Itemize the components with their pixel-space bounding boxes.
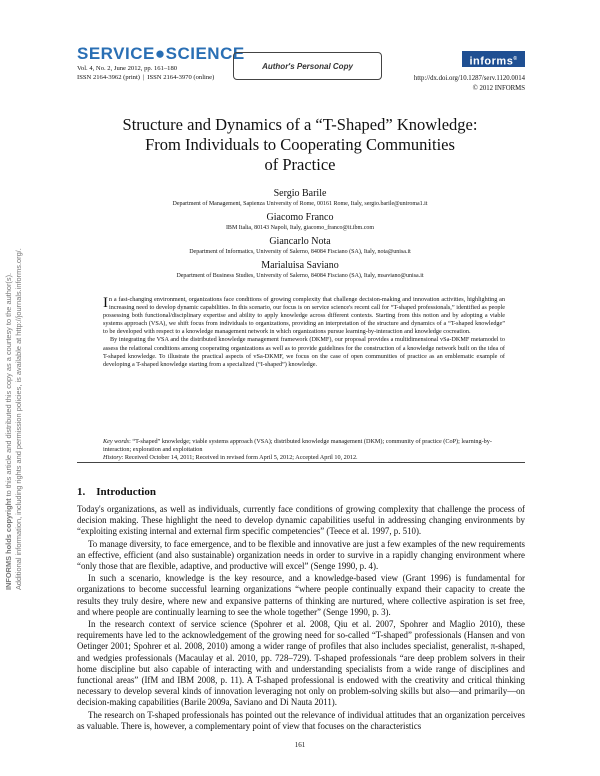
copyright-notice-line1: INFORMS holds copyright to this article and distributed this copy as a courtesy to the author(s).: [4, 272, 13, 590]
abstract-paragraph: In a fast-changing environment, organizations face conditions of growing complexity that challenge decision-making and innovation activities, highlighting an increasing need to develop dynamic capabilities. In this scenario, our focus is on service science's recent call for “T-shaped professionals,” identified as people possessing both functional/disciplinary expertise and ability to apply knowledge across different contexts. Starting from this notion and by adopting a viable systems approach (VSA), we shift focus from individuals to organizations, providing an interpretation of the structure and dynamics of a “T-shaped knowledge” to be developed with respect to a knowledge management network in which organizations pursue learning-by-interaction and knowledge cocreation.: [103, 295, 505, 336]
author-name: Sergio Barile: [273, 188, 327, 199]
abstract-paragraph: By integrating the VSA and the distributed knowledge management framework (DKMF), our proposal provides a multidimensional vSa-DKMF metamodel to assess the relational conditions among cooperating organizations as well as to provide guidelines for the construction of a knowledge network built on the idea of T-shaped knowledge. To illustrate the practical aspects of vSa-DKMF, we focus on the case of open communities of practice as an emblematic example of developing a T-shaped knowledge starting from a specialized (“I-shaped”) knowledge.: [103, 336, 505, 368]
author-name: Giancarlo Nota: [269, 236, 331, 247]
keywords-history: [103, 438, 505, 462]
keywords: Key words: “T-shaped” knowledge; viable systems approach (VSA); distributed knowledge management (DKM); community of practice (CoP); learning-by-interaction; exploration and exploitation: [103, 438, 492, 454]
author-block: [60, 188, 540, 209]
article-title: Structure and Dynamics of a “T-Shaped” Knowledge: From Individuals to Cooperating Communities of Practice: [122, 115, 478, 174]
doi-block: [390, 74, 525, 93]
author-name: Marialuisa Saviano: [261, 260, 339, 271]
volume-info: [77, 64, 214, 82]
copyright-line: © 2012 INFORMS: [472, 84, 525, 92]
author-affiliation: Department of Management, Sapienza University of Rome, 00161 Rome, Italy, sergio.barile@uniroma1.it: [172, 201, 428, 207]
author-list: [60, 185, 540, 281]
history: History: Received October 14, 2011; Received in revised form April 5, 2012; Accepted April 10, 2012.: [103, 454, 358, 462]
journal-logo: SERVICE●SCIENCE: [77, 44, 245, 63]
page-number: 161: [294, 741, 306, 749]
author-affiliation: Department of Business Studies, University of Salerno, 84084 Fisciano (SA), Italy, msaviano@unisa.it: [176, 273, 424, 279]
body-text: [77, 504, 525, 733]
author-block: [60, 236, 540, 257]
author-name: Giacomo Franco: [266, 212, 334, 223]
author-block: [60, 260, 540, 281]
section-heading: 1. Introduction: [77, 486, 156, 498]
author-block: [60, 212, 540, 233]
authors-personal-copy-stamp: Author's Personal Copy: [233, 52, 382, 80]
abstract: [103, 296, 505, 369]
author-affiliation: Department of Informatics, University of Salerno, 84084 Fisciano (SA), Italy, nota@unisa.it: [189, 249, 411, 255]
volume-line: Vol. 4, No. 2, June 2012, pp. 161–180: [77, 65, 178, 72]
body-paragraph: In such a scenario, knowledge is the key resource, and a knowledge-based view (Grant 1996) is fundamental for organizations to become successful learning organizations “where people continually expand their capacity to create the results they truly desire, where new and expansive patterns of thinking are nurtured, where collective aspiration is set free, and where people are continually learning to see the whole together” (Senge 1990, p. 3).: [77, 573, 525, 617]
issn-line: ISSN 2164-3962 (print) | ISSN 2164-3970 (online): [77, 74, 215, 82]
body-paragraph: In the research context of service science (Spohrer et al. 2008, Qiu et al. 2007, Spohrer and Maglio 2010), these requirements have led to the acknowledgement of the growing need for so-called “T-shaped” professionals (Hansen and von Oetinger 2001; Spohrer et al. 2008, 2010) among a wider range of profiles that also includes specialist, generalist, π-shaped, and wedgies professionals (Macaulay et al. 2010, pp. 728–729). T-shaped professionals “are deep problem solvers in their home discipline but also capable of interacting with and understanding specialists from a wide range of disciplines and functional areas” (IfM and IBM 2008, p. 11). A T-shaped professional is endowed with the creativity and critical thinking necessary to develop several kinds of innovation leveraging not only on problem-solving skills but also—and primarily—on decision-making capabilities (Barile 2009a, Saviano and Di Nauta 2011).: [77, 619, 525, 708]
body-paragraph: The research on T-shaped professionals has pointed out the relevance of individual attitudes that an organization perceives as valuable. There is, however, a complementary point of view that focuses on the characteristics: [77, 709, 525, 731]
author-affiliation: IBM Italia, 80143 Napoli, Italy, giacomo_franco@it.ibm.com: [225, 225, 375, 231]
body-paragraph: To manage diversity, to face emergence, and to be flexible and innovative are just a few examples of the new requirements an effective, efficient (and also sustainable) organization needs in order to survive in a rapidly changing environment where “only those that are flexible, adaptive, and productive will excel” (Senge 1990, p. 4).: [77, 538, 525, 572]
drop-cap: I: [103, 295, 108, 311]
informs-logo: informs®: [462, 51, 525, 67]
copyright-notice-band: [4, 150, 38, 590]
body-paragraph: Today's organizations, as well as individuals, currently face conditions of growing complexity that challenge the process of decision making. These highlight the need to develop dynamic capabilities useful in addressing changing environments by “exploiting existing internal and external firm specific competencies” (Teece et al. 1997, p. 510).: [77, 504, 525, 537]
copyright-notice-line2: Additional information, including rights and permission policies, is available at http://journals.informs.org/.: [14, 248, 23, 590]
doi-link[interactable]: http://dx.doi.org/10.1287/serv.1120.0014: [413, 75, 525, 82]
divider: [77, 462, 525, 463]
